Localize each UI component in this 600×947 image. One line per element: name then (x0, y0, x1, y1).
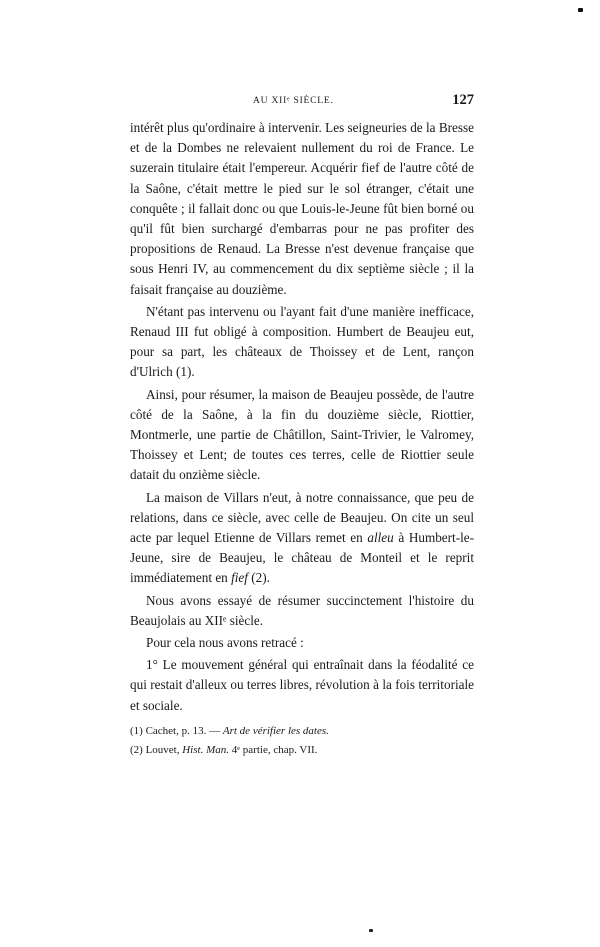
ink-speck (578, 8, 583, 12)
paragraph-4 (130, 488, 474, 589)
footnote-2-title: Hist. Man. (182, 744, 229, 756)
footnote-1 (130, 722, 474, 741)
term-alleu: alleu (367, 530, 394, 546)
main-text (130, 118, 474, 718)
paragraph-6: Pour cela nous avons retracé : (146, 635, 304, 651)
paragraph-4-text-b: à Humbert-le-Jeune, sire de Beaujeu, le château de Monteil et le reprit immédiatement en (130, 530, 474, 586)
footnotes (130, 722, 474, 760)
footnote-2-text-a: (2) Louvet, (130, 744, 183, 756)
ink-speck (369, 929, 373, 932)
paragraph-3: Ainsi, pour résumer, la maison de Beaujeu possède, de l'autre côté de la Saône, à la fin du douzième siècle, Riottier, Montmerle, une partie de Châtillon, Saint-Trivier, le Valromey, Thoissey et Lent; de toutes ces terres, celle de Riottier seule datait du onzième siècle. (130, 386, 474, 483)
paragraph-1: intérêt plus qu'ordinaire à intervenir. Les seigneuries de la Bresse et de la Dombes ne relevaient nullement du roi de France. Le suzerain titulaire était l'empereur. Acquérir fief de l'autre côté de la Saône, c'était mettre le pied sur le sol étranger, c'était une conquête ; il fallait donc ou que Louis-le-Jeune fût bien borné ou qu'il fût bien surchargé d'embarras pour ne pas profiter des propositions de Renaud. La Bresse n'est devenue française que sous Henri IV, au commencement du dix septième siècle ; il la faisait française au douzième. (130, 120, 474, 297)
page-number: 127 (452, 92, 474, 108)
paragraph-7: 1° Le mouvement général qui entraînait dans la féodalité ce qui restait d'alleux ou terres libres, révolution à la fois territoriale et sociale. (130, 657, 474, 713)
footnote-2-text-b: 4ᵉ partie, chap. VII. (228, 744, 318, 756)
page-header (130, 92, 474, 112)
term-fief: fief (231, 570, 248, 586)
running-title: AU XIIᵉ SIÈCLE. (253, 96, 334, 106)
footnote-1-title: Art de vérifier les dates. (222, 725, 329, 737)
paragraph-5: Nous avons essayé de résumer succinctement l'histoire du Beaujolais au XIIᵉ siècle. (130, 592, 474, 628)
paragraph-4-text-c: (2). (247, 570, 270, 586)
footnote-1-text: (1) Cachet, p. 13. — (130, 725, 223, 737)
footnote-2 (130, 741, 474, 760)
paragraph-2: N'étant pas intervenu ou l'ayant fait d'une manière inefficace, Renaud III fut obligé à composition. Humbert de Beaujeu eut, pour sa part, les châteaux de Thoissey et de Lent, rançon d'Ulrich (1). (130, 303, 474, 380)
paragraph-4-text-a: La maison de Villars n'eut, à notre connaissance, que peu de relations, dans ce siècle, avec celle de Beaujeu. On cite un seul acte par lequel Etienne de Villars remet en (130, 489, 474, 546)
